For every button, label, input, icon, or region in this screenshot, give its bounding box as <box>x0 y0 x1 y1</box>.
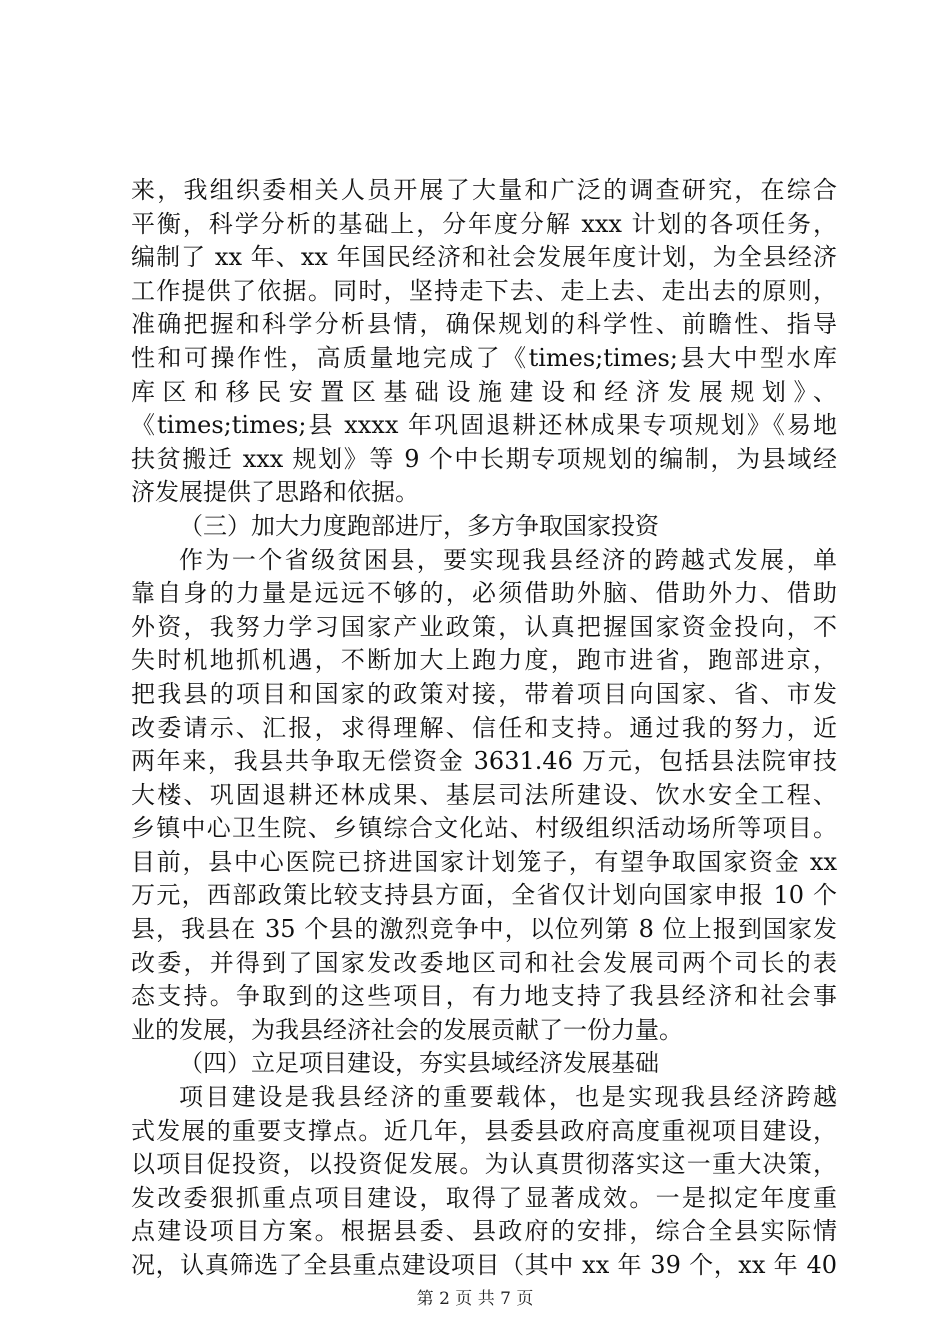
text-line: 式发展的重要支撑点。近几年，县委县政府高度重视项目建设， <box>131 1116 837 1145</box>
page-footer: 第 2 页 共 7 页 <box>416 1289 534 1309</box>
text-line: 《times;times;县 xxxx 年巩固退耕还林成果专项规划》《易地 <box>131 411 837 440</box>
text-line: 况，认真筛选了全县重点建设项目（其中 xx 年 39 个，xx 年 40 <box>131 1251 837 1279</box>
text-line: 目前，县中心医院已挤进国家计划笼子，有望争取国家资金 xx <box>131 847 837 876</box>
text-line: 工作提供了依据。同时，坚持走下去、走上去、走出去的原则， <box>131 276 837 305</box>
text-line: 把我县的项目和国家的政策对接，带着项目向国家、省、市发 <box>131 679 837 708</box>
text-line: 两年来，我县共争取无偿资金 3631.46 万元，包括县法院审技 <box>131 747 837 776</box>
text-line: 库区和移民安置区基础设施建设和经济发展规划》、 <box>131 377 837 406</box>
paragraph-first-line: （四）立足项目建设，夯实县域经济发展基础 <box>179 1049 659 1078</box>
document-body <box>131 174 837 1283</box>
text-line: 发改委狠抓重点项目建设，取得了显著成效。一是拟定年度重 <box>131 1183 837 1212</box>
text-line: 性和可操作性，高质量地完成了《times;times;县大中型水库 <box>131 343 837 372</box>
text-line: 万元，西部政策比较支持县方面，全省仅计划向国家申报 10 个 <box>131 881 837 910</box>
text-line: 改委请示、汇报，求得理解、信任和支持。通过我的努力，近 <box>131 713 837 742</box>
text-line: 准确把握和科学分析县情，确保规划的科学性、前瞻性、指导 <box>131 310 837 339</box>
text-line: 县，我县在 35 个县的激烈竞争中，以位列第 8 位上报到国家发 <box>131 915 837 944</box>
paragraph-first-line: （三）加大力度跑部进厅，多方争取国家投资 <box>179 511 659 540</box>
paragraph-first-line: 作为一个省级贫困县，要实现我县经济的跨越式发展，单 <box>179 545 837 574</box>
text-line: 业的发展，为我县经济社会的发展贡献了一份力量。 <box>131 1015 683 1044</box>
text-line: 济发展提供了思路和依据。 <box>131 478 419 507</box>
text-line: 失时机地抓机遇，不断加大上跑力度，跑市进省，跑部进京， <box>131 646 837 675</box>
text-line: 平衡，科学分析的基础上，分年度分解 xxx 计划的各项任务， <box>131 209 837 238</box>
text-line: 乡镇中心卫生院、乡镇综合文化站、村级组织活动场所等项目。 <box>131 814 837 843</box>
text-line: 态支持。争取到的这些项目，有力地支持了我县经济和社会事 <box>131 982 837 1011</box>
text-line: 扶贫搬迁 xxx 规划》等 9 个中长期专项规划的编制，为县域经 <box>131 444 837 473</box>
text-line: 来，我组织委相关人员开展了大量和广泛的调查研究，在综合 <box>131 176 837 204</box>
text-line: 点建设项目方案。根据县委、县政府的安排，综合全县实际情 <box>131 1217 837 1246</box>
text-line: 改委，并得到了国家发改委地区司和社会发展司两个司长的表 <box>131 948 837 977</box>
text-line: 靠自身的力量是远远不够的，必须借助外脑、借助外力、借助 <box>131 579 837 608</box>
paragraph-first-line: 项目建设是我县经济的重要载体，也是实现我县经济跨越 <box>179 1083 837 1112</box>
text-line: 编制了 xx 年、xx 年国民经济和社会发展年度计划，为全县经济 <box>131 243 837 272</box>
text-line: 外资，我努力学习国家产业政策，认真把握国家资金投向，不 <box>131 612 837 641</box>
text-line: 以项目促投资，以投资促发展。为认真贯彻落实这一重大决策， <box>131 1150 837 1179</box>
text-line: 大楼、巩固退耕还林成果、基层司法所建设、饮水安全工程、 <box>131 780 837 809</box>
